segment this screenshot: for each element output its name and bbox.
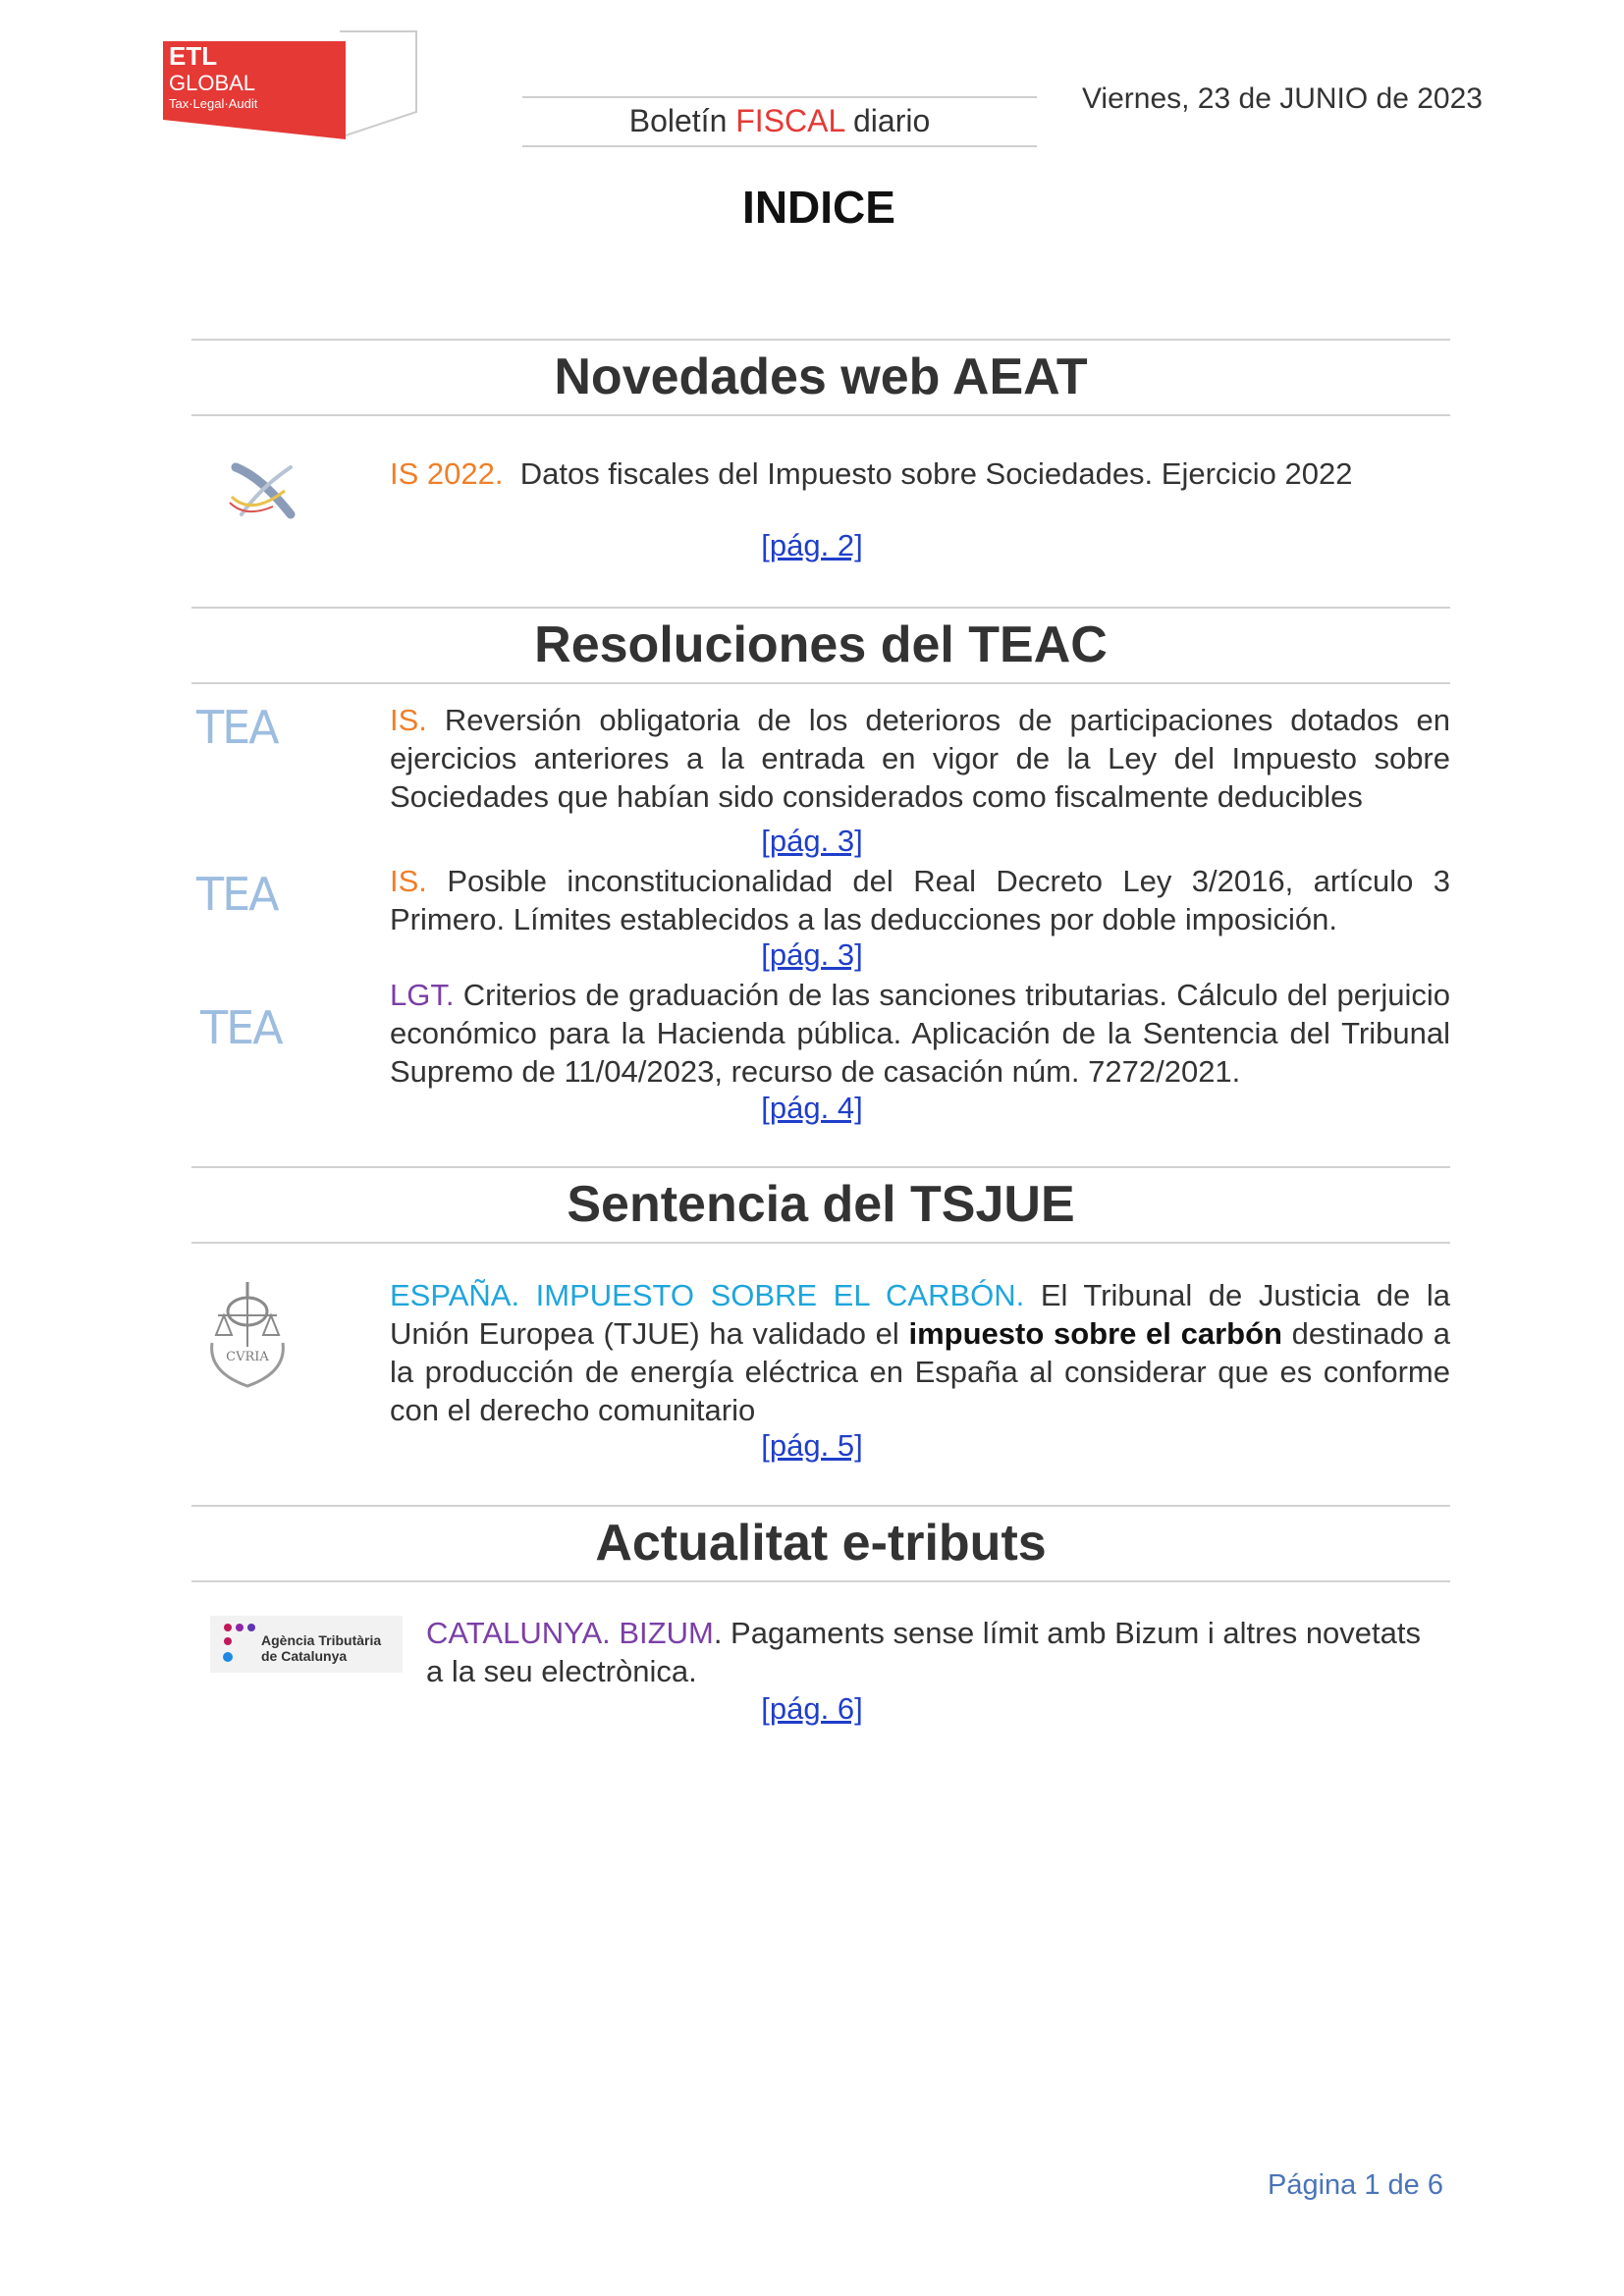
entry-tsjue-carbon (390, 1276, 1450, 1429)
entry-tag: IS. (390, 864, 427, 898)
tea-logo-icon: TEA (196, 701, 278, 754)
section-title-aeat: Novedades web AEAT (554, 348, 1088, 405)
entry-text: Reversión obligatoria de los deterioros de participaciones dotados en ejercicios anteriores a la entrada en vigor de la Ley del Impuesto sobre Sociedades que habían sido considerados como fiscalmente deducibles (390, 703, 1450, 814)
logo-etl-text: ETL (169, 41, 218, 71)
page-link-4[interactable]: [pág. 4] (761, 1091, 863, 1125)
cvria-logo-icon (198, 1278, 297, 1392)
aeat-logo-icon (222, 457, 300, 522)
page-link-5[interactable]: [pág. 5] (761, 1428, 863, 1463)
entry-tag: IS 2022. (390, 456, 504, 491)
entry-text: Posible inconstitucionalidad del Real Decreto Ley 3/2016, artículo 3 Primero. Límites establecidos a las deducciones por doble imposición. (390, 864, 1450, 936)
entry-teac-lgt (390, 976, 1450, 1091)
tea-logo-icon: TEA (200, 1001, 282, 1054)
section-divider (191, 1580, 1450, 1582)
entry-tag: CATALUNYA. BIZUM (426, 1616, 714, 1650)
section-divider (191, 1505, 1450, 1507)
atc-line-1: Agència Tributària (261, 1632, 382, 1648)
page-number: Página 1 de 6 (1268, 2169, 1443, 2201)
section-divider (191, 682, 1450, 684)
page-link-3b[interactable]: [pág. 3] (761, 937, 863, 972)
entry-aeat-is2022 (390, 454, 1450, 493)
logo-global-text: GLOBAL (169, 71, 256, 95)
section-title-etributs: Actualitat e-tributs (595, 1515, 1047, 1572)
section-divider (191, 414, 1450, 416)
index-title: INDICE (742, 182, 895, 233)
entry-text-b: destinado a la producción de energía eléctrica en España al considerar que es conforme con el derecho comunitario (390, 1316, 1450, 1427)
entry-teac-is-reversion (390, 701, 1450, 816)
cvria-text: CVRIA (226, 1350, 269, 1364)
bulletin-title (522, 96, 1037, 147)
entry-text: . Pagaments sense límit amb Bizum i altres novetats a la seu electrònica. (426, 1616, 1422, 1688)
section-divider (191, 607, 1450, 609)
entry-tag: LGT. (390, 978, 455, 1012)
page-link-2[interactable]: [pág. 2] (761, 528, 863, 562)
section-divider (191, 339, 1450, 341)
entry-text: Datos fiscales del Impuesto sobre Sociedades. Ejercicio 2022 (503, 456, 1353, 491)
atc-logo-icon (210, 1616, 403, 1673)
bulletin-highlight: FISCAL (735, 103, 845, 138)
entry-tag: IS. (390, 703, 427, 737)
section-title-tsjue: Sentencia del TSJUE (567, 1176, 1075, 1233)
section-title-teac: Resoluciones del TEAC (534, 616, 1108, 673)
entry-text: Criterios de graduación de las sanciones tributarias. Cálculo del perjuicio económico para la Hacienda pública. Aplicación de la Sentencia del Tribunal Supremo de 11/04/2023, recurso de casación núm. 7272/2021. (390, 978, 1450, 1089)
page-link-3[interactable]: [pág. 3] (761, 824, 863, 858)
atc-line-2: de Catalunya (261, 1648, 348, 1664)
bulletin-date: Viernes, 23 de JUNIO de 2023 (1081, 82, 1483, 115)
section-divider (191, 1242, 1450, 1244)
tea-logo-icon: TEA (196, 868, 278, 921)
logo-tagline-text: Tax·Legal·Audit (169, 96, 258, 111)
bulletin-suffix: diario (844, 103, 931, 138)
bulletin-prefix: Boletín (628, 103, 736, 138)
section-divider (191, 1166, 1450, 1168)
entry-teac-is-inconstitucionalidad (390, 862, 1450, 938)
entry-text-bold: impuesto sobre el carbón (908, 1316, 1282, 1351)
page-link-6[interactable]: [pág. 6] (761, 1691, 863, 1726)
entry-text-a: El Tribunal de Justicia de la Unión Europea (TJUE) ha validado el (390, 1278, 1450, 1351)
entry-tag: ESPAÑA. IMPUESTO SOBRE EL CARBÓN. (390, 1278, 1025, 1312)
etl-global-logo (163, 29, 418, 149)
entry-etributs-bizum (426, 1614, 1428, 1690)
